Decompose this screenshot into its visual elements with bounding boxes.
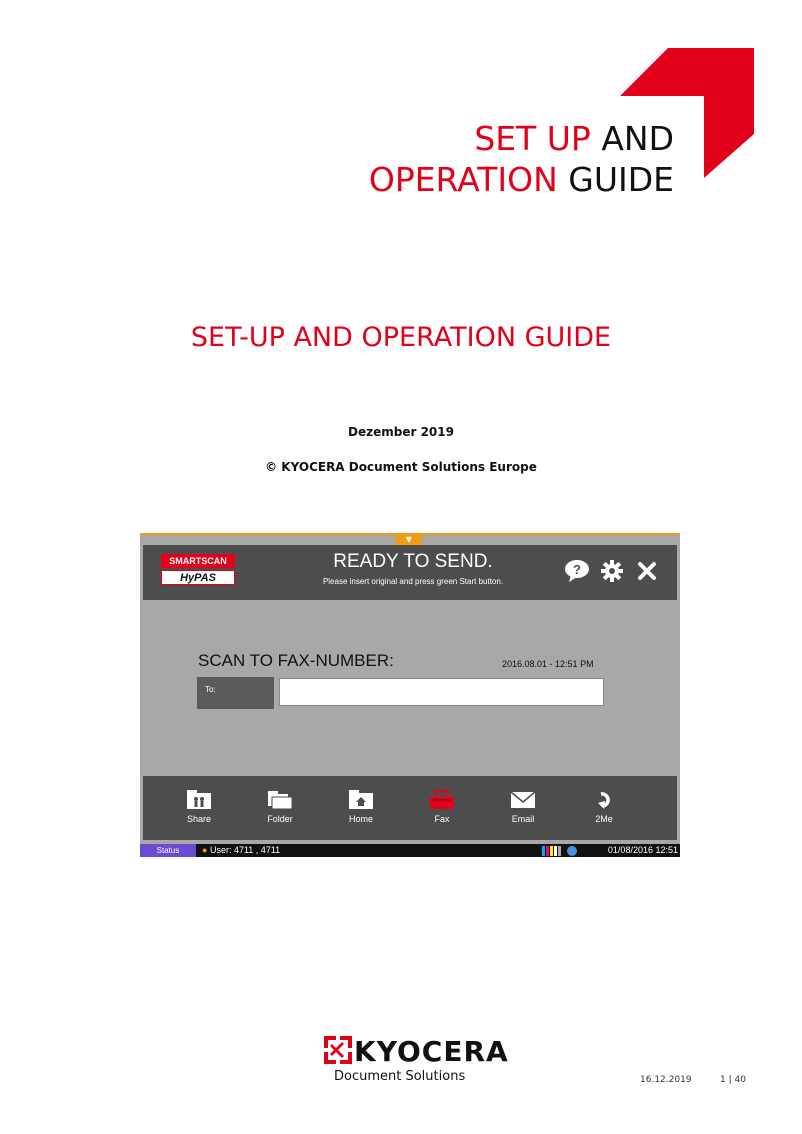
cover-title — [369, 118, 674, 200]
nav-home[interactable] — [331, 790, 391, 824]
nav-share-label: Share — [186, 814, 212, 824]
document-title: SET-UP AND OPERATION GUIDE — [190, 322, 612, 353]
kyocera-logo-text: KYOCERA — [354, 1035, 509, 1068]
cover-title-black-1: AND — [601, 119, 674, 158]
email-icon — [510, 790, 536, 810]
fax-number-input[interactable] — [279, 678, 604, 706]
footer-date: 16.12.2019 — [640, 1075, 692, 1085]
smartscan-screenshot — [140, 533, 680, 857]
page-number: 1 | 40 — [720, 1075, 746, 1085]
ready-subheading: Please insert original and press green Start button. — [322, 577, 504, 586]
nav-folder-label: Folder — [267, 814, 293, 824]
gear-icon[interactable] — [598, 559, 626, 583]
kyocera-logo-sub: Document Solutions — [334, 1069, 466, 1084]
svg-text:?: ? — [573, 562, 581, 577]
nav-home-label: Home — [348, 814, 373, 824]
nav-2me-label: 2Me — [595, 814, 613, 824]
kyocera-logo-icon — [324, 1036, 352, 1064]
screenshot-header — [143, 545, 677, 600]
share-icon — [186, 790, 212, 810]
ready-heading: READY TO SEND. — [333, 551, 493, 572]
document-date: Dezember 2019 — [348, 425, 454, 439]
nav-email-label: Email — [511, 814, 535, 824]
status-user — [202, 844, 280, 857]
scan-to-fax-label: SCAN TO FAX-NUMBER: — [198, 651, 394, 670]
fax-icon — [429, 790, 455, 810]
nav-email[interactable] — [493, 790, 553, 824]
folder-icon — [267, 790, 293, 810]
to-label-button[interactable]: To: — [197, 677, 274, 709]
nav-2me[interactable] — [574, 790, 634, 824]
nav-folder[interactable] — [250, 790, 310, 824]
hypas-logo: HyPAS — [161, 570, 235, 585]
pull-down-tab[interactable]: ▼ — [396, 535, 422, 545]
status-datetime: 01/08/2016 12:51 — [607, 845, 678, 855]
status-bar — [140, 844, 680, 857]
nav-fax[interactable] — [412, 790, 472, 824]
nav-fax-label: Fax — [434, 814, 450, 824]
cover-title-red-1: SET UP — [474, 119, 591, 158]
cover-title-red-2: OPERATION — [368, 160, 558, 199]
nav-share[interactable] — [169, 790, 229, 824]
close-icon[interactable] — [633, 559, 661, 583]
return-icon — [591, 790, 617, 810]
user-icon: ● — [202, 845, 208, 855]
home-icon — [348, 790, 374, 810]
status-button[interactable]: Status — [140, 844, 196, 857]
copyright-notice: © KYOCERA Document Solutions Europe — [265, 460, 537, 474]
toner-status-icon — [542, 845, 580, 856]
bottom-nav-bar — [143, 776, 677, 840]
help-icon[interactable] — [563, 559, 591, 583]
status-user-text: User: 4711 , 4711 — [209, 845, 281, 855]
scan-timestamp: 2016.08.01 - 12:51 PM — [502, 659, 594, 669]
smartscan-logo: SMARTSCAN — [161, 554, 235, 568]
cover-title-black-2: GUIDE — [568, 160, 674, 199]
